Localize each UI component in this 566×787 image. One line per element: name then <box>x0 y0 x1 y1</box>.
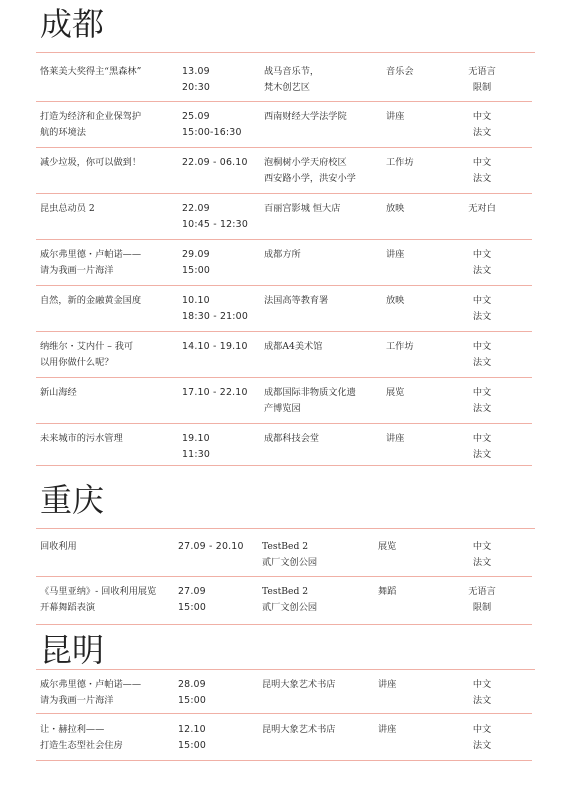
event-date: 13.09 20:30 <box>182 66 211 93</box>
event-type: 展览 <box>378 541 397 552</box>
event-date: 27.09 15:00 <box>178 586 207 613</box>
event-language: 中文 法文 <box>472 157 492 184</box>
event-language: 中文 法文 <box>472 724 492 751</box>
event-date: 19.10 11:30 <box>182 433 211 460</box>
event-title: 减少垃圾，你可以做到！ <box>40 157 142 168</box>
event-date: 28.09 15:00 <box>178 679 207 706</box>
event-language: 中文 法文 <box>472 387 492 414</box>
event-date: 22.09 10:45 - 12:30 <box>182 203 248 230</box>
event-date: 10.10 18:30 - 21:00 <box>182 295 248 322</box>
event-language: 中文 法文 <box>472 541 492 568</box>
event-title: 恪莱美大奖得主“黑森林” <box>40 66 142 77</box>
section-divider <box>36 52 535 53</box>
event-title: 打造为经济和企业保驾护 航的环境法 <box>40 111 142 138</box>
event-title: 《马里亚纳》- 回收利用展览 开幕舞蹈表演 <box>40 586 157 613</box>
event-venue: TestBed 2 贰厂文创公园 <box>262 586 318 613</box>
event-type: 放映 <box>386 295 405 306</box>
row-divider <box>36 465 532 466</box>
event-language: 中文 法文 <box>472 433 492 460</box>
city-heading-kunming: 昆明 <box>40 631 105 669</box>
row-divider <box>36 193 532 194</box>
event-type: 音乐会 <box>386 66 414 77</box>
event-title: 让・赫拉利—— 打造生态型社会住房 <box>40 724 123 751</box>
row-divider <box>36 377 532 378</box>
event-title: 新山海经 <box>40 387 77 398</box>
event-language: 无对白 <box>468 203 496 214</box>
row-divider <box>36 423 532 424</box>
row-divider <box>36 624 532 625</box>
event-type: 工作坊 <box>386 341 414 352</box>
event-language: 无语言 限制 <box>468 586 496 613</box>
event-venue: TestBed 2 贰厂文创公园 <box>262 541 318 568</box>
event-type: 讲座 <box>378 679 397 690</box>
row-divider <box>36 285 532 286</box>
event-title: 威尔弗里德・卢帕诺—— 请为我画一片海洋 <box>40 249 142 276</box>
event-venue: 成都方所 <box>264 249 301 260</box>
event-venue: 昆明大象艺术书店 <box>262 724 336 735</box>
event-venue: 昆明大象艺术书店 <box>262 679 336 690</box>
event-title: 威尔弗里德・卢帕诺—— 请为我画一片海洋 <box>40 679 142 706</box>
event-language: 中文 法文 <box>472 341 492 368</box>
event-date: 25.09 15:00-16:30 <box>182 111 242 138</box>
event-venue: 成都国际非物质文化遗 产博览园 <box>264 387 356 414</box>
event-venue: 百丽宫影城 恒大店 <box>264 203 341 214</box>
section-divider <box>36 528 535 529</box>
event-date: 12.10 15:00 <box>178 724 207 751</box>
event-type: 讲座 <box>386 433 405 444</box>
event-type: 工作坊 <box>386 157 414 168</box>
row-divider <box>36 147 532 148</box>
event-type: 讲座 <box>378 724 397 735</box>
event-title: 回收利用 <box>40 541 77 552</box>
event-title: 昆虫总动员 2 <box>40 203 95 214</box>
event-title: 未来城市的污水管理 <box>40 433 123 444</box>
row-divider <box>36 713 532 714</box>
event-venue: 泡桐树小学天府校区 西安路小学，洪安小学 <box>264 157 356 184</box>
row-divider <box>36 576 532 577</box>
section-divider <box>36 669 535 670</box>
event-venue: 法国高等教育署 <box>264 295 329 306</box>
city-heading-chongqing: 重庆 <box>40 481 105 519</box>
event-type: 放映 <box>386 203 405 214</box>
row-divider <box>36 760 532 761</box>
event-date: 22.09 - 06.10 <box>182 157 248 168</box>
event-type: 讲座 <box>386 111 405 122</box>
city-heading-chengdu: 成都 <box>40 5 105 43</box>
event-type: 舞蹈 <box>378 586 397 597</box>
event-venue: 西南财经大学法学院 <box>264 111 347 122</box>
event-type: 讲座 <box>386 249 405 260</box>
event-venue: 成都A4美术馆 <box>264 341 323 352</box>
event-language: 中文 法文 <box>472 249 492 276</box>
event-date: 17.10 - 22.10 <box>182 387 248 398</box>
event-language: 中文 法文 <box>472 295 492 322</box>
event-venue: 战马音乐节， 梵木创艺区 <box>264 66 320 93</box>
event-date: 29.09 15:00 <box>182 249 211 276</box>
row-divider <box>36 331 532 332</box>
row-divider <box>36 101 532 102</box>
event-date: 27.09 - 20.10 <box>178 541 244 552</box>
event-title: 自然，新的金融黄金国度 <box>40 295 142 306</box>
event-language: 中文 法文 <box>472 679 492 706</box>
event-title: 纳维尔・艾内什 – 我可 以用你做什么呢？ <box>40 341 134 368</box>
event-type: 展览 <box>386 387 405 398</box>
row-divider <box>36 239 532 240</box>
event-language: 无语言 限制 <box>468 66 496 93</box>
event-language: 中文 法文 <box>472 111 492 138</box>
event-date: 14.10 - 19.10 <box>182 341 248 352</box>
event-venue: 成都科技会堂 <box>264 433 320 444</box>
